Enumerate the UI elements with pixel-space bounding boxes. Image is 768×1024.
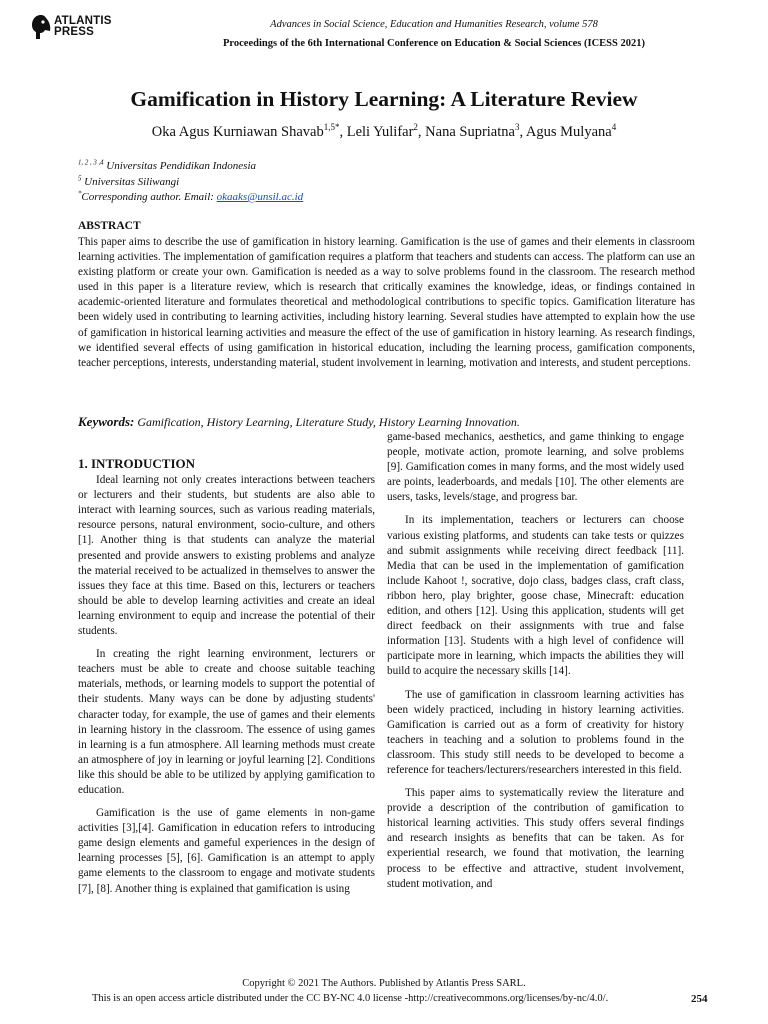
paper-title: Gamification in History Learning: A Literature Review [130,87,638,111]
affiliation-line: $^5$ Universitas Siliwangi [78,175,180,188]
keywords-label: Keywords: [78,414,135,429]
atlantis-logo-icon [30,14,52,40]
series-title: Advances in Social Science, Education and Humanities Research, volume 578 [270,19,598,30]
license-notice: This is an open access article distributed under the CC BY-NC 4.0 license -http://creativecommons.org/licenses/by-nc/4.0/. [92,993,609,1004]
left-column [78,456,375,905]
author-name: Agus Mulyana [525,124,612,140]
paragraph: game-based mechanics, aesthetics, and game thinking to engage people, motivate action, promote learning, and solve problems [9]. Gamification comes in many forms, and the most widely used are points, leaderboards, and medals [10]. The other elements are users, tasks, levels/stage, and progress bar. [387,431,684,504]
publisher-logo [30,14,130,44]
paragraph: Ideal learning not only creates interactions between teachers or lecturers and their students, but students are also able to interact with learning sources, such as various reading materials, resource persons, natural environment, socio-culture, and others [1]. Another thing is that students can analyze the material presented and provide answers to existing problems and analyze the material received to be actualized in themselves to answer the issues they face at this time. Based on this, lecturers or teachers should be able to develop learning activities and create an ideal learning environment to equip and increase the potential of their students. [78,474,375,638]
author-name: Oka Agus Kurniawan Shavab [151,124,324,140]
author-affiliation-mark: 3 [514,122,520,133]
corresponding-author-line: *Corresponding author. Email: okaaks@unsil.ac.id [78,190,304,203]
author-affiliation-mark: 1,5* [323,122,340,133]
logo-text-line2: PRESS [54,26,94,38]
paragraph: The use of gamification in classroom learning activities has been widely practiced, including in history learning activities. Gamification is carried out as a form of creativity for history teachers in teaching and a solution to problems found in the classroom. This study still needs to be developed to become a reference for teachers/lecturers/researchers interested in this field. [387,688,684,776]
paragraph: Gamification is the use of game elements in non-game activities [3],[4]. Gamification in education refers to introducing game design elements and gameful experiences in the design of learning processes [5], [6]. Gamification is an attempt to apply game elements to the classroom to engage and motivate students [7], [8]. Another thing is explained that gamification is using [78,807,375,895]
right-column [387,430,684,900]
proceedings-title: Proceedings of the 6th International Conference on Education & Social Sciences (ICESS 2021) [223,38,645,49]
author-affiliation-mark: 2 [413,122,418,133]
paragraph: This paper aims to systematically review the literature and provide a description of the contribution of gamification to historical learning activities. This study offers several findings and research insights as benefits that can be taken. As for experiential research, we found that motivation, the learning process to be effective and attractive, student involvement, student motivation, and [387,787,684,890]
abstract-text: This paper aims to describe the use of gamification in history learning. Gamification is the use of games and their elements in classroom learning activities. The implementation of gamification requires a platform that teachers and students can access. The platform can use an existing platform or create your own. Gamification is needed as a way to solve problems found in the classroom. The research method used in this paper is a literature review, which is research that critically examines the knowledge, ideas, or findings contained in academic-oriented literature and formulates theoretical and methodological contributions to specific topics. Gamification literature has been widely used in contributing to learning activities, including history learning. Several studies have attempted to explain how the use of gamification in historical learning activities and measure the effect of the use of gamification in history learning. As research findings, we identified several effects of using gamification in historical education, including the learning process, gamification components, teacher perceptions, interests, understanding material, student involvement in learning, motivation and interests, and student perceptions. [78,236,695,369]
email-link[interactable]: okaaks@unsil.ac.id [216,191,304,203]
section-heading-introduction: 1. INTRODUCTION [78,456,196,471]
copyright-notice: Copyright © 2021 The Authors. Published by Atlantis Press SARL. [242,978,526,989]
page-number: 254 [691,993,708,1005]
keywords-text: Gamification, History Learning, Literature Study, History Learning Innovation. [134,415,520,429]
author-name: Nana Supriatna [425,124,515,140]
author-name: Leli Yulifar [346,124,414,140]
logo-text-line1: ATLANTIS [54,15,112,27]
author-affiliation-mark: 4 [611,122,617,133]
abstract-heading: ABSTRACT [78,220,141,232]
paragraph: In its implementation, teachers or lecturers can choose various existing platforms, and students can take tests or quizzes and submit assignments while receiving direct feedback [11]. Media that can be used in the implementation of gamification include Kahoot !, socrative, dojo class, badges class, craft class, ribbon hero, play brighter, goose chase, Minecraft: education edition, and others [12]. Using this application, students will get direct feedback on their assignments with true and false information [13]. Students with a high level of confidence will participate more in learning, which impacts the abilities they will build to acquire the necessary skills [14]. [387,514,684,678]
paragraph: In creating the right learning environment, lecturers or teachers must be able to create and choose suitable teaching materials, methods, or learning models to support the potential of their students. Many ways can be done by adjusting students' character today, for example, the use of games and their elements in learning history in the classroom. The essence of using games in learning is a fun atmosphere. All learning methods must create an atmosphere of joy in learning or joyful learning [2]. Conditions like this should be able to be utilized by applying gamification to education. [78,648,375,796]
author-list: Oka Agus Kurniawan Shavab$^{1,5*}$, Leli Yulifar$^2$, Nana Supriatna$^3$, Agus Mulyana$^4$ [151,122,617,140]
keywords [78,414,695,430]
affiliation-line: $^{1, 2 , 3 ,4}$ Universitas Pendidikan Indonesia [78,159,256,172]
